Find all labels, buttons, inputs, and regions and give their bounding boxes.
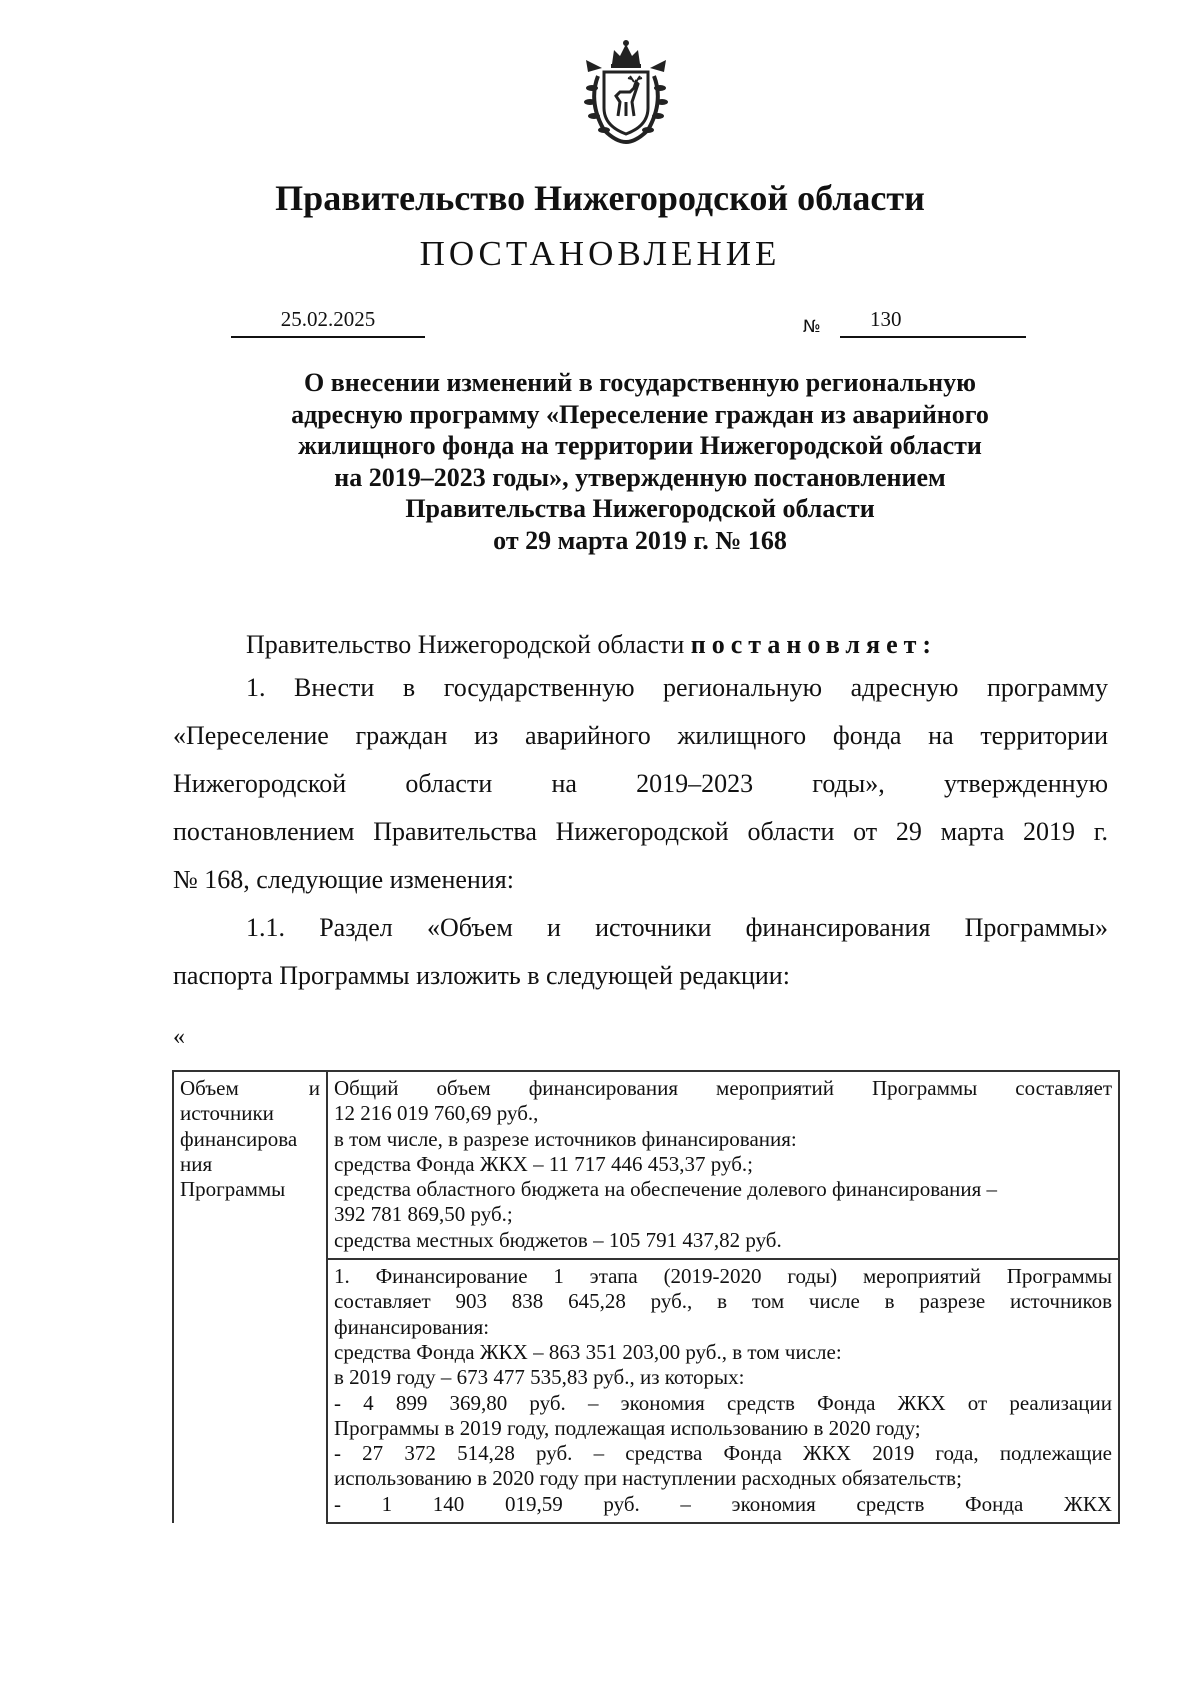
heading-line: Правительства Нижегородской области bbox=[405, 494, 875, 524]
document-date: 25.02.2025 bbox=[231, 306, 425, 338]
coat-of-arms-icon bbox=[574, 38, 678, 146]
document-number-field bbox=[840, 306, 1026, 338]
label-line: ния bbox=[180, 1151, 213, 1176]
preamble-text: Правительство Нижегородской области bbox=[246, 630, 691, 659]
label-line: Объем и bbox=[180, 1076, 320, 1100]
table-label-cell bbox=[173, 1071, 327, 1259]
table-content-cell bbox=[327, 1071, 1119, 1259]
cell-line: финансирования: bbox=[334, 1314, 490, 1339]
table-label-cell-continued bbox=[173, 1259, 327, 1523]
cell-line: 12 216 019 760,69 руб., bbox=[334, 1101, 539, 1126]
cell-line: Программы в 2019 году, подлежащая использованию в 2020 году; bbox=[334, 1415, 921, 1440]
label-line: Программы bbox=[180, 1177, 286, 1202]
cell-line: использованию в 2020 году при наступлении расходных обязательств; bbox=[334, 1466, 962, 1491]
cell-line: средства областного бюджета на обеспечение долевого финансирования – bbox=[334, 1177, 998, 1202]
cell-line: средства местных бюджетов – 105 791 437,82 руб. bbox=[334, 1227, 782, 1252]
cell-line: - 4 899 369,80 руб. – экономия средств Фонда ЖКХ от реализации bbox=[334, 1390, 1112, 1415]
cell-line: средства Фонда ЖКХ – 863 351 203,00 руб., в том числе: bbox=[334, 1339, 842, 1364]
label-line: источники bbox=[180, 1101, 274, 1126]
heading-line: О внесении изменений в государственную региональную bbox=[304, 368, 976, 397]
heading-line: на 2019–2023 годы», утвержденную постановлением bbox=[334, 462, 946, 492]
cell-line: 392 781 869,50 руб.; bbox=[334, 1202, 513, 1227]
opening-quote: « bbox=[173, 1024, 185, 1050]
paragraph-line: 1.1. Раздел «Объем и источники финансирования Программы» bbox=[246, 913, 1108, 942]
document-heading bbox=[200, 367, 1080, 557]
table-row bbox=[173, 1071, 1119, 1259]
cell-line: средства Фонда ЖКХ – 11 717 446 453,37 руб.; bbox=[334, 1151, 754, 1176]
government-name: Правительство Нижегородской области bbox=[275, 178, 925, 218]
paragraph-line: паспорта Программы изложить в следующей редакции: bbox=[173, 961, 790, 990]
preamble-decree-word: постановляет: bbox=[690, 630, 938, 659]
paragraph-line: Нижегородской области на 2019–2023 годы», утвержденную bbox=[173, 769, 1108, 798]
cell-line: в том числе, в разрезе источников финансирования: bbox=[334, 1126, 797, 1151]
heading-line: от 29 марта 2019 г. № 168 bbox=[493, 525, 787, 555]
cell-line: составляет 903 838 645,28 руб., в том числе в разрезе источников bbox=[334, 1289, 1112, 1314]
document-number: 130 bbox=[870, 307, 902, 331]
cell-line: 1. Финансирование 1 этапа (2019-2020 годы) мероприятий Программы bbox=[334, 1264, 1112, 1289]
preamble bbox=[246, 628, 937, 662]
number-sign: № bbox=[803, 317, 821, 337]
cell-line: - 1 140 019,59 руб. – экономия средств Фонда ЖКХ bbox=[334, 1491, 1112, 1516]
paragraph-line: «Переселение граждан из аварийного жилищного фонда на территории bbox=[173, 721, 1108, 750]
cell-line: в 2019 году – 673 477 535,83 руб., из которых: bbox=[334, 1365, 745, 1390]
paragraph-line: 1. Внести в государственную региональную адресную программу bbox=[246, 673, 1108, 702]
heading-line: адресную программу «Переселение граждан из аварийного bbox=[291, 399, 989, 429]
paragraph-1 bbox=[173, 664, 1108, 904]
label-line: финансирова bbox=[180, 1126, 298, 1151]
paragraph-line: № 168, следующие изменения: bbox=[173, 865, 514, 894]
paragraph-1-1 bbox=[173, 904, 1108, 1000]
document-type: ПОСТАНОВЛЕНИЕ bbox=[419, 234, 781, 273]
heading-line: жилищного фонда на территории Нижегородской области bbox=[298, 431, 982, 461]
table-row bbox=[173, 1259, 1119, 1523]
table-content-cell bbox=[327, 1259, 1119, 1523]
financing-table bbox=[172, 1070, 1120, 1524]
cell-line: Общий объем финансирования мероприятий Программы составляет bbox=[334, 1076, 1112, 1100]
paragraph-line: постановлением Правительства Нижегородской области от 29 марта 2019 г. bbox=[173, 817, 1108, 846]
cell-line: - 27 372 514,28 руб. – средства Фонда ЖКХ 2019 года, подлежащие bbox=[334, 1441, 1112, 1466]
